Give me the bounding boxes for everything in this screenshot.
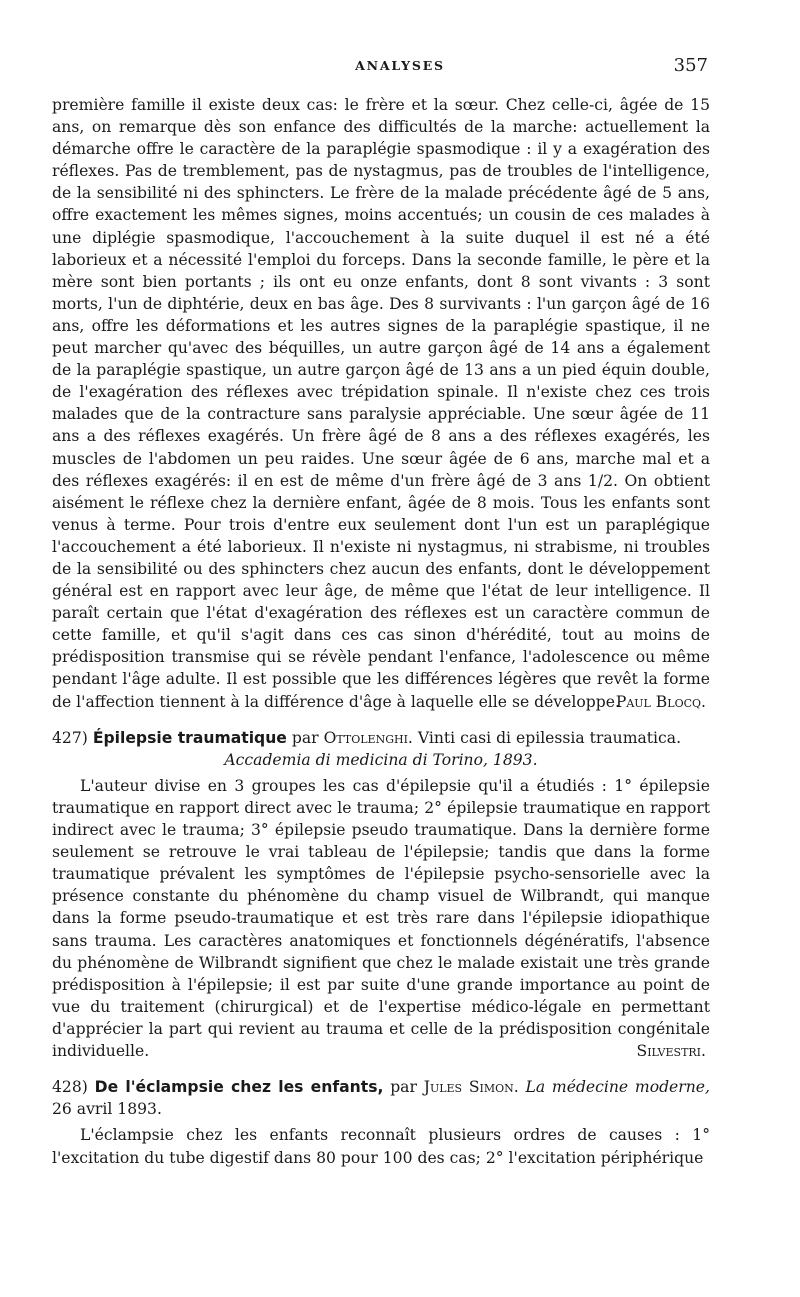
article-heading	[52, 727, 710, 749]
article-number: 427)	[52, 728, 88, 747]
running-title: ANALYSES	[355, 58, 445, 73]
article-427	[52, 727, 710, 1063]
article-source: La médecine moderne,	[525, 1078, 710, 1097]
page-number: 357	[673, 55, 708, 76]
article-heading	[52, 1076, 710, 1120]
article-body: L'éclampsie chez les enfants reconnaît plusieurs ordres de causes : 1° l'excitation du tube digestif dans 80 pour 100 des cas; 2° l'excitation périphérique	[52, 1126, 710, 1167]
article-428	[52, 1076, 710, 1168]
article-number: 428)	[52, 1078, 88, 1097]
article-title: Épilepsie traumatique	[92, 728, 287, 747]
article-title: De l'éclampsie chez les enfants,	[94, 1078, 384, 1097]
article-by: par	[291, 728, 319, 747]
article-author: Ottolenghi.	[323, 728, 413, 747]
article-source-line	[52, 749, 710, 771]
article-original-title: Vinti casi di epilessia traumatica.	[417, 728, 682, 747]
continued-article-text: première famille il existe deux cas: le frère et la sœur. Chez celle-ci, âgée de 15 ans, on remarque dès son enfance des difficultés de la marche: actuellement la démarche offre le caractère de la paraplégie spasmodique : il y a exagération des réflexes. Pas de tremblement, pas de nystagmus, pas de troubles de l'intelligence, de la sensibilité ni des sphincters. Le frère de la malade précédente âgé de 5 ans, offre exactement les mêmes signes, moins accentués; un cousin de ces malades à une diplégie spasmodique, l'accouchement à la suite duquel il est né a été laborieux et a nécessité l'emploi du forceps. Dans la seconde famille, le père et la mère sont bien portants ; ils ont eu onze enfants, dont 8 sont vivants : 3 sont morts, l'un de diphtérie, deux en bas âge. Des 8 survivants : l'un garçon âgé de 16 ans, offre les déformations et les autres signes de la paraplégie spastique, il ne peut marcher qu'avec des béquilles, un autre garçon âgé de 14 ans a également de la paraplégie spastique, un autre garçon âgé de 13 ans a un pied équin double, de l'exagération des réflexes avec trépidation spinale. Il n'existe chez ces trois malades que de la contracture sans paralysie appréciable. Une sœur âgée de 11 ans a des réflexes exagérés. Un frère âgé de 8 ans a des réflexes exagérés, les muscles de l'abdomen un peu raides. Une sœur âgée de 6 ans, marche mal et a des réflexes exagérés: il en est de même d'un frère âgé de 3 ans 1/2. On obtient aisément le réflexe chez la dernière enfant, âgée de 8 mois. Tous les enfants sont venus à terme. Pour trois d'entre eux seulement dont l'un est un paraplégique l'accouchement a été laborieux. Il n'existe ni nystagmus, ni strabisme, ni troubles de la sensibilité ou des sphincters chez aucun des enfants, dont le développement général est en rapport avec leur âge, de même que l'état de leur intelligence. Il paraît certain que l'état d'exagération des réflexes est un caractère commun de cette famille, et qu'il s'agit dans ces cas sinon d'hérédité, tout au moins de prédisposition transmise qui se révèle pendant l'enfance, l'adolescence ou même pendant l'âge adulte. Il est possible que les différences légères que revêt la forme de l'affection tiennent à la différence d'âge à laquelle elle se développe.	[52, 96, 710, 711]
article-source: Accademia di medicina di Torino,	[224, 750, 488, 769]
article-by: par	[390, 1078, 417, 1097]
article-body: L'auteur divise en 3 groupes les cas d'épilepsie qu'il a étudiés : 1° épilepsie traumatique en rapport direct avec le trauma; 2° épilepsie traumatique en rapport indirect avec le trauma; 3° épilepsie pseudo traumatique. Dans la dernière forme seulement se retrouve le vrai tableau de l'épilepsie; tandis que dans la forme traumatique prévalent les symptômes de l'épilepsie psycho-sensorielle avec la présence constante du phénomène du champ visuel de Wilbrandt, qui manque dans la forme pseudo-traumatique et est très rare dans l'épilepsie idiopathique sans trauma. Les caractères anatomiques et fonctionnels dégénératifs, l'absence du phénomène de Wilbrandt signifient que chez le malade existait une très grande prédisposition à l'épilepsie; il est par suite d'une grande importance au point de vue du traitement (chirurgical) et de l'expertise médico-légale en permettant d'apprécier la part qui revient au trauma et celle de la prédisposition congénitale individuelle.	[52, 776, 710, 1061]
signature-name: Silvestri.	[636, 1042, 706, 1061]
signature-name: Paul Blocq.	[615, 692, 706, 711]
article-signature	[52, 1040, 710, 1062]
page-header	[0, 55, 800, 88]
text-column	[52, 94, 710, 1169]
article-date: 26 avril 1893.	[52, 1100, 162, 1119]
article-year: 1893.	[492, 750, 538, 769]
article-author: Jules Simon.	[423, 1078, 519, 1097]
